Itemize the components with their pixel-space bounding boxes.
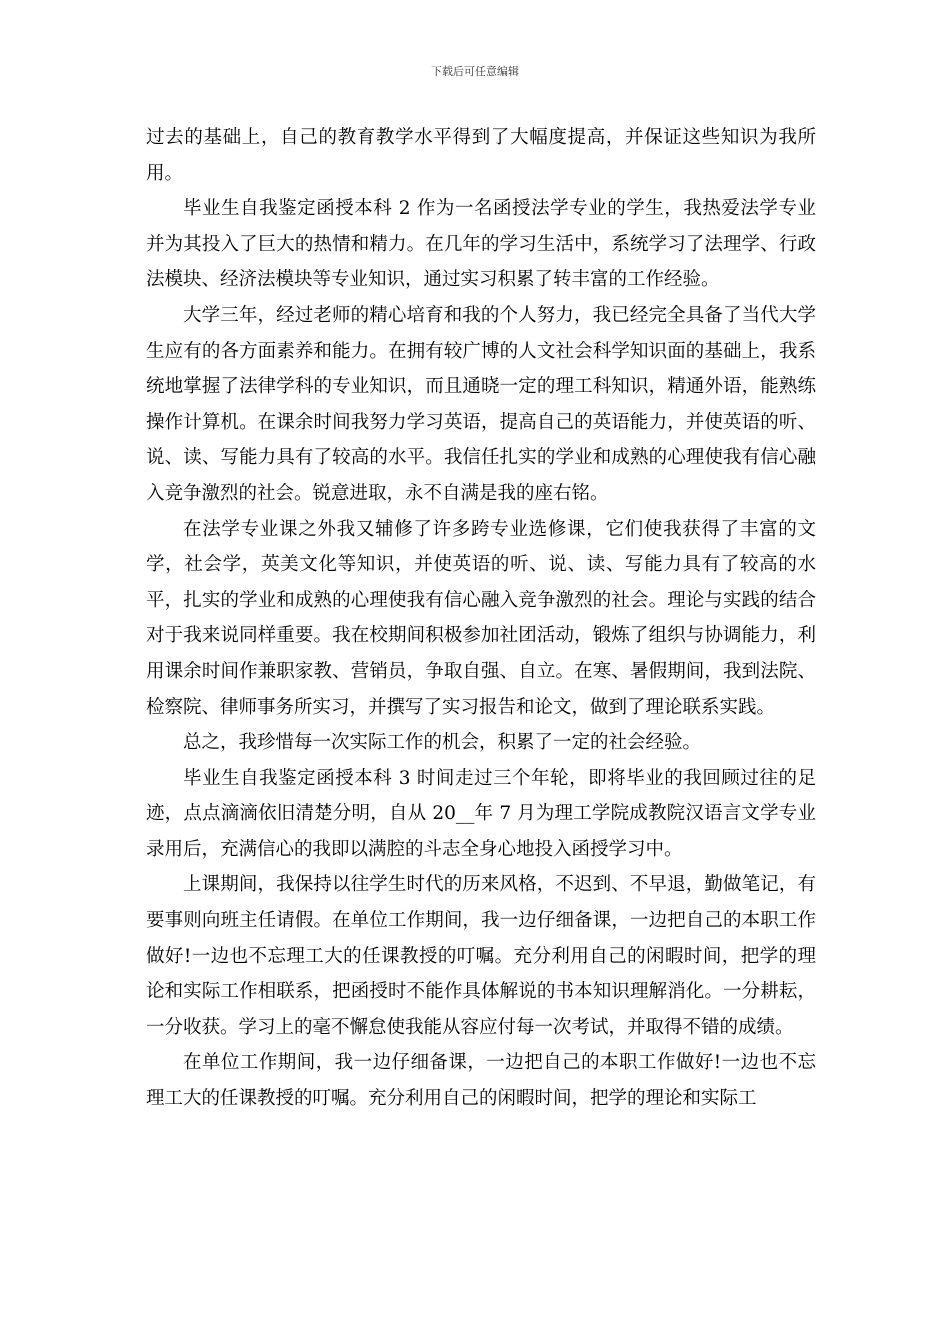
- paragraph-3: 大学三年，经过老师的精心培育和我的个人努力，我已经完全具备了当代大学生应有的各方面素养和能力。在拥有较广博的人文社会科学知识面的基础上，我系统地掌握了法律学科的专业知识，而且通晓一定的理工科知识，精通外语，能熟练操作计算机。在课余时间我努力学习英语，提高自己的英语能力，并使英语的听、说、读、写能力具有了较高的水平。我信任扎实的学业和成熟的心理使我有信心融入竞争激烈的社会。锐意进取，永不自满是我的座右铭。: [146, 304, 816, 504]
- page-header: 下载后可任意编辑: [431, 65, 519, 78]
- paragraph-4: 在法学专业课之外我又辅修了许多跨专业选修课，它们使我获得了丰富的文学，社会学，英美文化等知识，并使英语的听、说、读、写能力具有了较高的水平，扎实的学业和成熟的心理使我有信心融入竞争激烈的社会。理论与实践的结合对于我来说同样重要。我在校期间积极参加社团活动，锻炼了组织与协调能力，利用课余时间作兼职家教、营销员，争取自强、自立。在寒、暑假期间，我到法院、检察院、律师事务所实习，并撰写了实习报告和论文，做到了理论联系实践。: [146, 518, 816, 718]
- paragraph-2: 毕业生自我鉴定函授本科 2 作为一名函授法学专业的学生，我热爱法学专业并为其投入了巨大的热情和精力。在几年的学习生活中，系统学习了法理学、行政法模块、经济法模块等专业知识，通过实习积累了转丰富的工作经验。: [146, 198, 816, 291]
- paragraph-6: 毕业生自我鉴定函授本科 3 时间走过三个年轮，即将毕业的我回顾过往的足迹，点点滴滴依旧清楚分明，自从 20__年 7 月为理工学院成教院汉语言文学专业录用后，充满信心的我即以满腔的斗志全身心地投入函授学习中。: [146, 767, 816, 860]
- paragraph-1: 过去的基础上，自己的教育教学水平得到了大幅度提高，并保证这些知识为我所用。: [146, 127, 816, 184]
- paragraph-7: 上课期间，我保持以往学生时代的历来风格，不迟到、不早退，勤做笔记，有要事则向班主任请假。在单位工作期间，我一边仔细备课，一边把自己的本职工作做好!一边也不忘理工大的任课教授的叮嘱。充分利用自己的闲暇时间，把学的理论和实际工作相联系，把函授时不能作具体解说的书本知识理解消化。一分耕耘，一分收获。学习上的毫不懈怠使我能从容应付每一次考试，并取得不错的成绩。: [146, 874, 816, 1038]
- paragraph-5: 总之，我珍惜每一次实际工作的机会，积累了一定的社会经验。: [183, 732, 702, 754]
- document-body: [146, 120, 816, 1117]
- paragraph-8: 在单位工作期间，我一边仔细备课，一边把自己的本职工作做好!一边也不忘理工大的任课教授的叮嘱。充分利用自己的闲暇时间，把学的理论和实际工: [146, 1052, 816, 1110]
